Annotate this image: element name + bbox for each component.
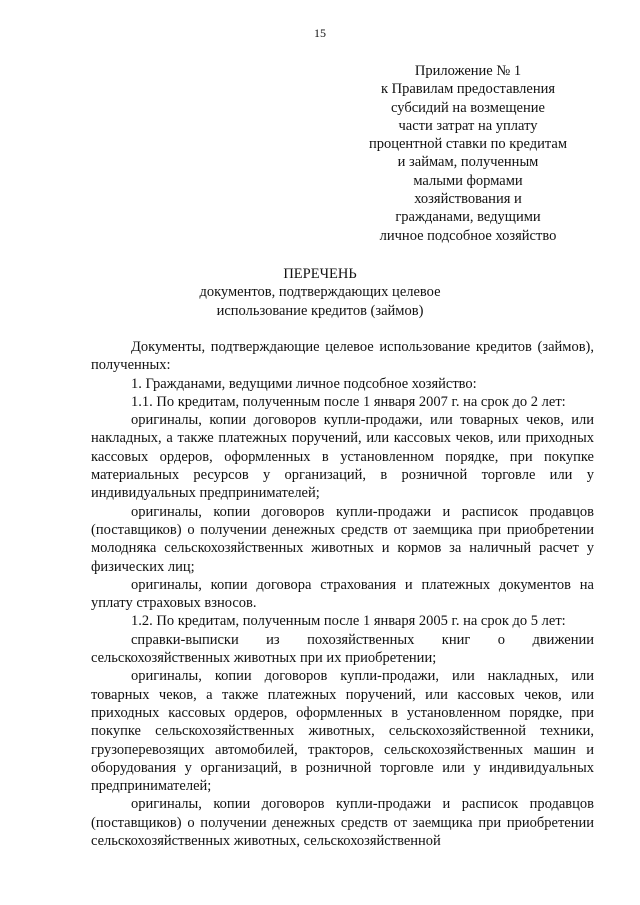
document-heading bbox=[0, 265, 640, 320]
appendix-line: к Правилам предоставления bbox=[380, 81, 556, 98]
appendix-line: личное подсобное хозяйство bbox=[379, 227, 557, 244]
body-paragraph: оригиналы, копии договоров купли-продажи, или накладных, или товарных чеков, а также платежных поручений, или кассовых чеков, или приходных кассовых ордеров, оформленных в установленном порядке, при покупке сельскохозяйственных животных, сельскохозяйственной техники, грузоперевозящих автомобилей, тракторов, сельскохозяйственных машин и оборудования у организаций, в розничной торговле или у индивидуальных предпринимателей; bbox=[91, 668, 594, 795]
appendix-header bbox=[343, 62, 593, 245]
heading-title: ПЕРЕЧЕНЬ bbox=[283, 266, 357, 282]
appendix-line: части затрат на уплату bbox=[398, 117, 538, 134]
body-paragraph: оригиналы, копии договора страхования и платежных документов на уплату страховых взносов. bbox=[91, 576, 594, 612]
body-paragraph: оригиналы, копии договоров купли-продажи, или товарных чеков, или накладных, а также платежных поручений, или кассовых чеков, или приходных кассовых ордеров, оформленных в установленном порядке, при покупке материальных ресурсов у организаций, в розничной торговле или у индивидуальных предпринимателей; bbox=[91, 412, 594, 502]
appendix-line: субсидий на возмещение bbox=[391, 99, 545, 116]
appendix-line: малыми формами bbox=[413, 172, 523, 189]
body-paragraph: оригиналы, копии договоров купли-продажи и расписок продавцов (поставщиков) о получении денежных средств от заемщика при приобретении сельскохозяйственных животных, сельскохозяйственной bbox=[91, 796, 594, 850]
heading-subtitle: документов, подтверждающих целевое bbox=[199, 284, 441, 301]
heading-subtitle: использование кредитов (займов) bbox=[216, 302, 424, 319]
body-paragraph: оригиналы, копии договоров купли-продажи и расписок продавцов (поставщиков) о получении денежных средств от заемщика при приобретении молодняка сельскохозяйственных животных и кормов за наличный расчет у физических лиц; bbox=[91, 503, 594, 575]
appendix-line: Приложение № 1 bbox=[414, 63, 522, 79]
appendix-line: хозяйствования и bbox=[414, 191, 522, 208]
body-paragraph: Документы, подтверждающие целевое использование кредитов (займов), полученных: bbox=[91, 339, 594, 374]
body-paragraph: 1. Гражданами, ведущими личное подсобное хозяйство: bbox=[131, 375, 477, 392]
body-paragraph: 1.2. По кредитам, полученным после 1 января 2005 г. на срок до 5 лет: bbox=[131, 613, 566, 630]
appendix-line: гражданами, ведущими bbox=[395, 209, 541, 226]
body-paragraph: справки-выписки из похозяйственных книг о движении сельскохозяйственных животных при их приобретении; bbox=[91, 631, 594, 667]
appendix-line: процентной ставки по кредитам bbox=[368, 136, 568, 153]
document-body bbox=[91, 338, 594, 850]
page-number: 15 bbox=[314, 26, 326, 40]
body-paragraph: 1.1. По кредитам, полученным после 1 января 2007 г. на срок до 2 лет: bbox=[131, 393, 566, 410]
appendix-line: и займам, полученным bbox=[397, 154, 539, 171]
